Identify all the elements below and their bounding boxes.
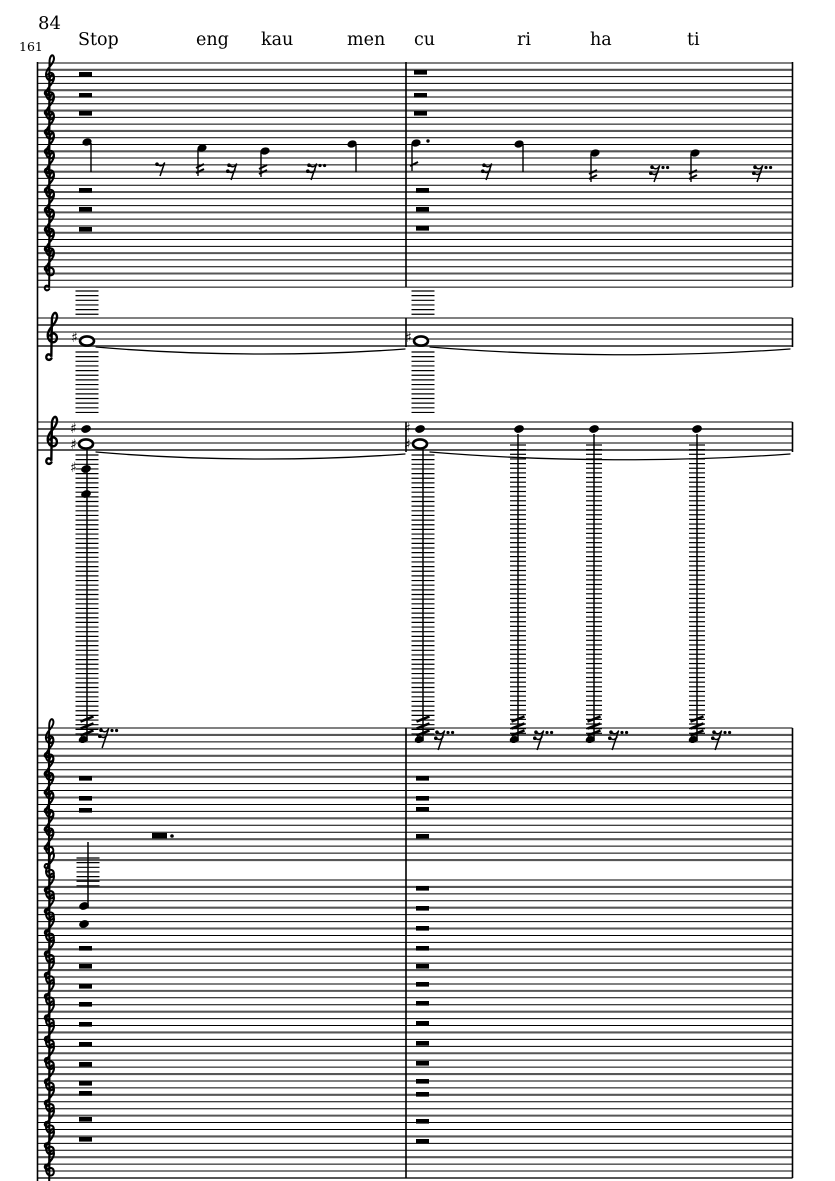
lyric-syllable: ti <box>687 30 700 50</box>
ledger-columns <box>76 291 706 908</box>
svg-text:♯: ♯ <box>405 330 412 346</box>
lyric-syllable: cu <box>414 30 436 50</box>
svg-text:♯: ♯ <box>404 421 411 437</box>
lyric-syllable: ha <box>590 30 612 50</box>
treble-clef-icon <box>45 250 54 290</box>
lyric-syllable: eng <box>196 30 229 50</box>
lyric-syllable: ri <box>517 30 531 50</box>
treble-clef-icon <box>46 313 57 360</box>
svg-text:♯: ♯ <box>70 421 77 437</box>
svg-text:♯: ♯ <box>71 330 78 346</box>
measure-number: 161 <box>19 39 43 54</box>
short-rests <box>98 162 772 750</box>
svg-text:♯: ♯ <box>404 437 411 453</box>
melody-notes <box>81 137 700 182</box>
staff-lines <box>38 63 793 1178</box>
whole-rests <box>79 70 429 1144</box>
treble-clef-icon <box>46 417 57 464</box>
lyric-syllable: men <box>347 30 386 50</box>
svg-text:♯: ♯ <box>70 460 77 476</box>
lyric-syllable: kau <box>261 30 294 50</box>
svg-text:♯: ♯ <box>70 437 77 453</box>
page-number: 84 <box>38 13 61 34</box>
barlines <box>38 62 793 1181</box>
treble-clef-icon <box>45 1150 54 1181</box>
lyric-syllable: Stop <box>78 30 119 50</box>
